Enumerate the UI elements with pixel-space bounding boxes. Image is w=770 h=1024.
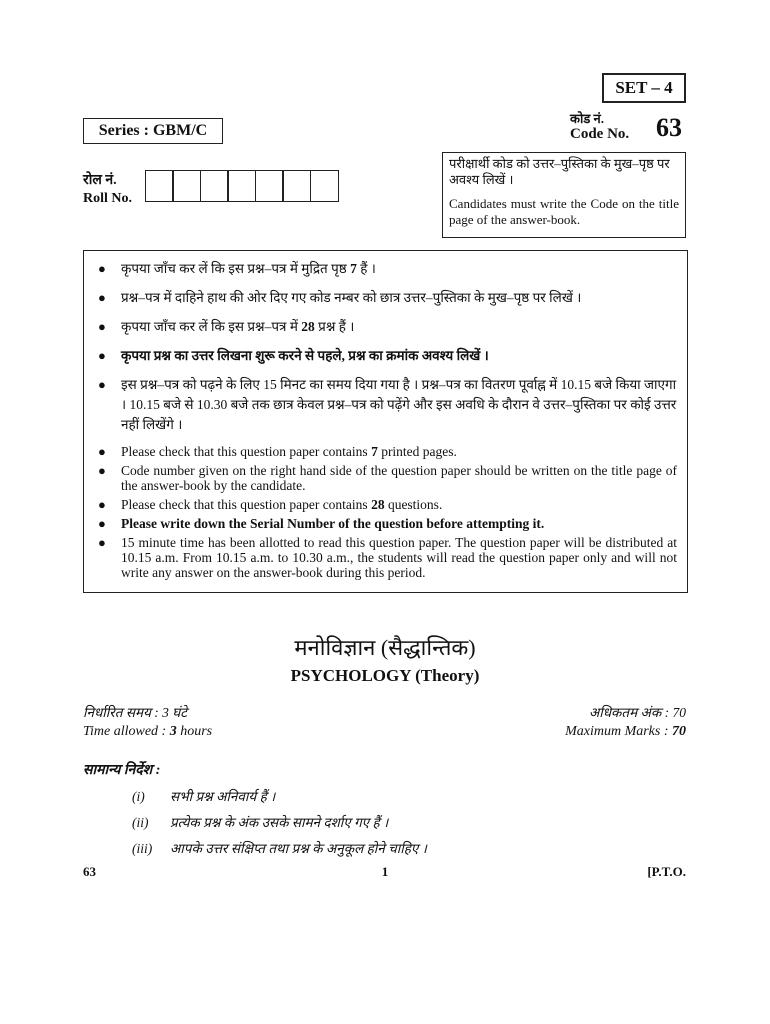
- roll-label-hindi: रोल नं.: [83, 173, 117, 188]
- series-label: Series : GBM/C: [83, 118, 223, 144]
- instruction-item: ● प्रश्न–पत्र में दाहिने हाथ की ओर दिए गए कोड नम्बर को छात्र उत्तर–पुस्तिका के मुख–पृष्ठ पर लिखें ।: [94, 288, 677, 308]
- code-label-english: Code No.: [570, 126, 630, 142]
- bullet-icon: ●: [98, 261, 106, 276]
- bullet-icon: ●: [98, 377, 106, 392]
- roll-number-box[interactable]: [255, 170, 284, 202]
- candidate-note-box: [442, 152, 686, 238]
- instruction-item: ● Please write down the Serial Number of the question before attempting it.: [98, 516, 545, 531]
- bullet-icon: ●: [98, 497, 106, 512]
- candidate-note-english: Candidates must write the Code on the title page of the answer-book.: [449, 196, 679, 227]
- set-label: SET – 4: [602, 73, 686, 103]
- time-allowed-hindi: निर्धारित समय : 3 घंटे: [83, 705, 188, 720]
- max-marks-hindi: अधिकतम अंक : 70: [588, 705, 686, 720]
- general-instructions-title: सामान्य निर्देश :: [83, 763, 161, 778]
- instruction-item: ● Code number given on the right hand side of the question paper should be written on the title page of the answer-book by the candidate.: [98, 463, 677, 493]
- roll-number-box[interactable]: [200, 170, 229, 202]
- roll-number-box[interactable]: [145, 170, 174, 202]
- candidate-note-hindi: परीक्षार्थी कोड को उत्तर–पुस्तिका के मुख–पृष्ठ पर अवश्य लिखें ।: [449, 156, 670, 187]
- instruction-item: ● 15 minute time has been allotted to read this question paper. The question paper will be distributed at 10.15 a.m. From 10.15 a.m. to 10.30 a.m., the students will read the question paper only and will not write any answer on the answer-book during this period.: [98, 535, 677, 580]
- subject-title-english: PSYCHOLOGY (Theory): [290, 666, 480, 685]
- instruction-item: ● Please check that this question paper contains 7 printed pages.: [98, 444, 457, 459]
- instructions-box: [83, 250, 688, 593]
- subject-title-hindi: मनोविज्ञान (सैद्धान्तिक): [294, 635, 476, 660]
- roll-number-box[interactable]: [282, 170, 311, 202]
- roll-number-box[interactable]: [310, 170, 339, 202]
- max-marks-english: Maximum Marks : 70: [565, 724, 686, 739]
- general-item: (i) सभी प्रश्न अनिवार्य हैं ।: [132, 789, 276, 804]
- instruction-item: ● कृपया जाँच कर लें कि इस प्रश्न–पत्र में 28 प्रश्न हैं ।: [94, 317, 677, 337]
- hindi-instructions: [94, 259, 677, 435]
- bullet-icon: ●: [98, 290, 106, 305]
- roll-number-box[interactable]: [227, 170, 256, 202]
- roll-label-english: Roll No.: [83, 191, 132, 206]
- english-instructions: [94, 444, 677, 580]
- bullet-icon: ●: [98, 319, 106, 334]
- roll-number-box[interactable]: [172, 170, 201, 202]
- page-number: 1: [381, 864, 389, 879]
- bullet-icon: ●: [98, 463, 106, 478]
- instruction-item: ● Please check that this question paper contains 28 questions.: [98, 497, 443, 512]
- roll-number-boxes: [146, 170, 339, 202]
- general-item: (ii) प्रत्येक प्रश्न के अंक उसके सामने दर्शाए गए हैं ।: [132, 815, 389, 830]
- bullet-icon: ●: [98, 348, 106, 363]
- general-item: (iii) आपके उत्तर संक्षिप्त तथा प्रश्न के अनुकूल होने चाहिए ।: [132, 841, 427, 856]
- instruction-item: ● इस प्रश्न–पत्र को पढ़ने के लिए 15 मिनट का समय दिया गया है । प्रश्न–पत्र का वितरण पूर्वाह्न में 10.15 बजे किया जाएगा । 10.15 बजे से 10.30 बजे तक छात्र केवल प्रश्न–पत्र को पढ़ेंगे और इस अवधि के दौरान वे उत्तर–पुस्तिका पर कोई उत्तर नहीं लिखेंगे ।: [98, 377, 677, 432]
- instruction-item: ● कृपया जाँच कर लें कि इस प्रश्न–पत्र में मुद्रित पृष्ठ 7 हैं ।: [94, 259, 677, 279]
- bullet-icon: ●: [98, 444, 106, 459]
- instruction-item: ● कृपया प्रश्न का उत्तर लिखना शुरू करने से पहले, प्रश्न का क्रमांक अवश्य लिखें ।: [94, 346, 677, 366]
- code-label-hindi: कोड नं.: [570, 111, 605, 126]
- footer-code: 63: [83, 864, 96, 879]
- bullet-icon: ●: [98, 516, 106, 531]
- time-allowed-english: Time allowed : 3 hours: [83, 724, 213, 739]
- code-number: 63: [656, 113, 682, 142]
- pto-label: [P.T.O.: [647, 864, 686, 879]
- bullet-icon: ●: [98, 535, 106, 550]
